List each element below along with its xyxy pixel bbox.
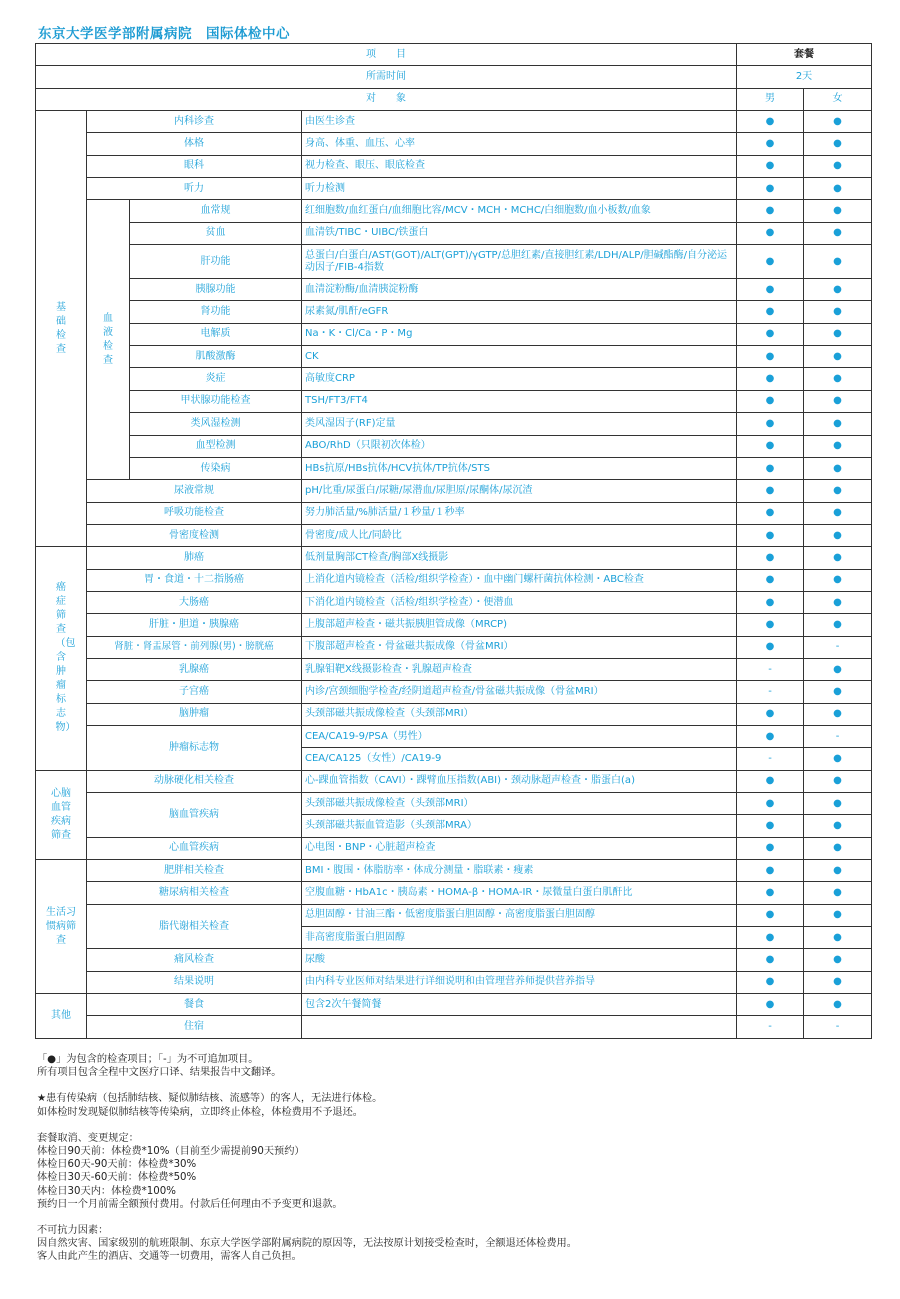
male-availability: ● bbox=[737, 547, 804, 569]
cancel-rule-2: 体检日60天-90天前：体检费*30% bbox=[37, 1159, 197, 1171]
table-row bbox=[36, 413, 872, 435]
male-availability: ● bbox=[737, 971, 804, 993]
exam-item-description: 低剂量胸部CT检查/胸部X线摄影 bbox=[302, 547, 737, 569]
female-availability: ● bbox=[804, 569, 872, 591]
exam-item-name: 类风湿检测 bbox=[130, 413, 302, 435]
female-availability: ● bbox=[804, 178, 872, 200]
exam-item-description: HBs抗原/HBs抗体/HCV抗体/TP抗体/STS bbox=[302, 457, 737, 479]
exam-item-description: 总蛋白/白蛋白/AST(GOT)/ALT(GPT)/γGTP/总胆红素/直接胆红素/LDH/ALP/胆碱酯酶/自分泌运动因子/FIB-4指数 bbox=[302, 245, 737, 279]
table-row bbox=[36, 245, 872, 279]
category-label: 癌症筛查（包含肿瘤标志物） bbox=[55, 582, 76, 734]
exam-item-name: 大肠癌 bbox=[87, 591, 302, 613]
exam-item-name: 传染病 bbox=[130, 457, 302, 479]
male-availability: ● bbox=[737, 949, 804, 971]
exam-item-description: 头颈部磁共振血管造影（头颈部MRA） bbox=[302, 815, 737, 837]
female-availability: ● bbox=[804, 524, 872, 546]
exam-item-name: 炎症 bbox=[130, 368, 302, 390]
exam-item-name: 肝脏・胆道・胰腺癌 bbox=[87, 614, 302, 636]
male-availability: ● bbox=[737, 368, 804, 390]
exam-item-description: 空腹血糖・HbA1c・胰岛素・HOMA-β・HOMA-IR・尿微量白蛋白肌酐比 bbox=[302, 882, 737, 904]
category-lifestyle bbox=[36, 860, 87, 994]
female-availability: ● bbox=[804, 155, 872, 177]
female-availability: - bbox=[804, 725, 872, 747]
female-availability: ● bbox=[804, 413, 872, 435]
exam-item-name: 血型检测 bbox=[130, 435, 302, 457]
package-header: 套餐 bbox=[737, 44, 872, 66]
page-title: 东京大学医学部附属病院 国际体检中心 bbox=[38, 26, 290, 42]
category-label: 生活习惯病筛查 bbox=[46, 906, 76, 946]
male-availability: ● bbox=[737, 927, 804, 949]
table-row bbox=[36, 133, 872, 155]
table-row bbox=[36, 770, 872, 792]
male-availability: ● bbox=[737, 591, 804, 613]
exam-item-description: CEA/CA125（女性）/CA19-9 bbox=[302, 748, 737, 770]
exam-item-name: 糖尿病相关检查 bbox=[87, 882, 302, 904]
female-availability: ● bbox=[804, 703, 872, 725]
male-availability: - bbox=[737, 658, 804, 680]
exam-item-name: 子宫癌 bbox=[87, 681, 302, 703]
exam-item-name: 尿液常规 bbox=[87, 480, 302, 502]
female-availability: ● bbox=[804, 346, 872, 368]
female-availability: ● bbox=[804, 860, 872, 882]
cancel-rule-1: 体检日90天前：体检费*10%（目前至少需提前90天预约） bbox=[37, 1146, 305, 1158]
female-availability: ● bbox=[804, 949, 872, 971]
force-majeure-title: 不可抗力因素： bbox=[37, 1225, 109, 1237]
exam-item-description: 由内科专业医师对结果进行详细说明和由管理营养师提供营养指导 bbox=[302, 971, 737, 993]
exam-item-name: 动脉硬化相关检查 bbox=[87, 770, 302, 792]
female-header: 女 bbox=[804, 88, 872, 110]
exam-item-description: CK bbox=[302, 346, 737, 368]
exam-item-name: 心血管疾病 bbox=[87, 837, 302, 859]
table-row bbox=[36, 591, 872, 613]
male-availability: - bbox=[737, 681, 804, 703]
female-availability: ● bbox=[804, 245, 872, 279]
category-other bbox=[36, 994, 87, 1039]
exam-item-description: 头颈部磁共振成像检查（头颈部MRI） bbox=[302, 793, 737, 815]
female-availability: ● bbox=[804, 681, 872, 703]
exam-item-description: 心-踝血管指数（CAVI）・踝臂血压指数(ABI)・颈动脉超声检查・脂蛋白(a) bbox=[302, 770, 737, 792]
category-cardio bbox=[36, 770, 87, 859]
table-row bbox=[36, 860, 872, 882]
table-row bbox=[36, 301, 872, 323]
exam-item-description: 骨密度/成人比/同龄比 bbox=[302, 524, 737, 546]
male-availability: ● bbox=[737, 860, 804, 882]
exam-item-description: 心电图・BNP・心脏超声检查 bbox=[302, 837, 737, 859]
male-availability: ● bbox=[737, 569, 804, 591]
table-row bbox=[36, 323, 872, 345]
female-availability: ● bbox=[804, 837, 872, 859]
male-availability: ● bbox=[737, 837, 804, 859]
table-row bbox=[36, 200, 872, 222]
male-availability: ● bbox=[737, 178, 804, 200]
female-availability: ● bbox=[804, 390, 872, 412]
table-row bbox=[36, 725, 872, 747]
exam-item-description: 尿酸 bbox=[302, 949, 737, 971]
exam-item-description: ABO/RhD（只限初次体检） bbox=[302, 435, 737, 457]
table-row bbox=[36, 949, 872, 971]
exam-item-name: 肌酸激酶 bbox=[130, 346, 302, 368]
table-row bbox=[36, 1016, 872, 1038]
category-label: 基础检查 bbox=[56, 301, 66, 355]
male-availability: ● bbox=[737, 882, 804, 904]
exam-table bbox=[35, 43, 872, 1039]
male-availability: ● bbox=[737, 413, 804, 435]
legend-note: 「●」为包含的检查项目；「-」为不可追加项目。 bbox=[37, 1054, 259, 1065]
exam-item-name: 脂代谢相关检查 bbox=[87, 904, 302, 949]
exam-item-description: 包含2次午餐简餐 bbox=[302, 994, 737, 1016]
table-row bbox=[36, 636, 872, 658]
exam-item-description: 高敏度CRP bbox=[302, 368, 737, 390]
exam-item-description: 下消化道内镜检查（活检/组织学检查）・便潜血 bbox=[302, 591, 737, 613]
table-row bbox=[36, 457, 872, 479]
exam-item-name: 乳腺癌 bbox=[87, 658, 302, 680]
table-row bbox=[36, 435, 872, 457]
exam-item-description: 总胆固醇・甘油三酯・低密度脂蛋白胆固醇・高密度脂蛋白胆固醇 bbox=[302, 904, 737, 926]
table-row bbox=[36, 155, 872, 177]
force-majeure-1: 因自然灾害、国家级别的航班限制、东京大学医学部附属病院的原因等，无法按原计划接受检查时，全额退还体检费用。 bbox=[37, 1238, 577, 1250]
male-availability: ● bbox=[737, 111, 804, 133]
male-availability: - bbox=[737, 1016, 804, 1038]
subcategory-blood bbox=[87, 200, 130, 480]
header-row-item bbox=[36, 44, 872, 66]
exam-item-name: 呼吸功能检查 bbox=[87, 502, 302, 524]
table-row bbox=[36, 390, 872, 412]
male-availability: ● bbox=[737, 301, 804, 323]
male-availability: ● bbox=[737, 133, 804, 155]
female-availability: ● bbox=[804, 133, 872, 155]
female-availability: ● bbox=[804, 435, 872, 457]
female-availability: ● bbox=[804, 502, 872, 524]
male-availability: ● bbox=[737, 815, 804, 837]
female-availability: ● bbox=[804, 457, 872, 479]
table-row bbox=[36, 658, 872, 680]
category-cancer bbox=[36, 547, 87, 770]
male-availability: ● bbox=[737, 390, 804, 412]
female-availability: ● bbox=[804, 971, 872, 993]
male-availability: ● bbox=[737, 636, 804, 658]
female-availability: ● bbox=[804, 882, 872, 904]
exam-item-name: 脑血管疾病 bbox=[87, 793, 302, 838]
male-availability: ● bbox=[737, 155, 804, 177]
female-availability: ● bbox=[804, 770, 872, 792]
male-availability: ● bbox=[737, 435, 804, 457]
exam-item-name: 听力 bbox=[87, 178, 302, 200]
infection-note-1: ★患有传染病（包括肺结核、疑似肺结核、流感等）的客人，无法进行体检。 bbox=[37, 1093, 383, 1105]
table-row bbox=[36, 614, 872, 636]
male-availability: ● bbox=[737, 703, 804, 725]
header-row-target bbox=[36, 88, 872, 110]
exam-item-name: 贫血 bbox=[130, 222, 302, 244]
male-availability: ● bbox=[737, 725, 804, 747]
exam-item-description: Na・K・Cl/Ca・P・Mg bbox=[302, 323, 737, 345]
exam-item-name: 胰腺功能 bbox=[130, 279, 302, 301]
male-availability: ● bbox=[737, 200, 804, 222]
table-row bbox=[36, 904, 872, 926]
exam-item-name: 结果说明 bbox=[87, 971, 302, 993]
exam-item-description: 听力检测 bbox=[302, 178, 737, 200]
exam-item-description bbox=[302, 1016, 737, 1038]
table-row bbox=[36, 178, 872, 200]
exam-item-description: 上消化道内镜检查（活检/组织学检查）・血中幽门螺杆菌抗体检测・ABC检查 bbox=[302, 569, 737, 591]
table-row bbox=[36, 994, 872, 1016]
exam-item-description: 努力肺活量/%肺活量/１秒量/１秒率 bbox=[302, 502, 737, 524]
male-availability: ● bbox=[737, 480, 804, 502]
male-availability: ● bbox=[737, 793, 804, 815]
female-availability: ● bbox=[804, 793, 872, 815]
male-availability: ● bbox=[737, 770, 804, 792]
female-availability: ● bbox=[804, 480, 872, 502]
cancel-title: 套餐取消、变更规定： bbox=[37, 1132, 139, 1144]
force-majeure-2: 客人由此产生的酒店、交通等一切费用，需客人自己负担。 bbox=[37, 1251, 302, 1263]
female-availability: ● bbox=[804, 927, 872, 949]
female-availability: ● bbox=[804, 904, 872, 926]
female-availability: ● bbox=[804, 748, 872, 770]
item-header: 项 目 bbox=[36, 44, 737, 66]
category-label: 心脑血管疾病筛查 bbox=[51, 787, 71, 841]
female-availability: ● bbox=[804, 323, 872, 345]
male-availability: ● bbox=[737, 524, 804, 546]
table-row bbox=[36, 703, 872, 725]
table-row bbox=[36, 793, 872, 815]
exam-item-name: 胃・食道・十二指肠癌 bbox=[87, 569, 302, 591]
exam-item-name: 肾脏・肾盂尿管・前列腺(男)・膀胱癌 bbox=[87, 636, 302, 658]
female-availability: ● bbox=[804, 279, 872, 301]
table-row bbox=[36, 502, 872, 524]
exam-item-description: BMI・腹围・体脂肪率・体成分测量・脂联素・瘦素 bbox=[302, 860, 737, 882]
exam-item-description: 非高密度脂蛋白胆固醇 bbox=[302, 927, 737, 949]
female-availability: ● bbox=[804, 301, 872, 323]
female-availability: ● bbox=[804, 200, 872, 222]
exam-item-description: 类风湿因子(RF)定量 bbox=[302, 413, 737, 435]
exam-item-name: 脑肿瘤 bbox=[87, 703, 302, 725]
exam-item-description: 尿素氮/肌酐/eGFR bbox=[302, 301, 737, 323]
exam-item-name: 餐食 bbox=[87, 994, 302, 1016]
exam-item-name: 血常规 bbox=[130, 200, 302, 222]
target-header: 对 象 bbox=[36, 88, 737, 110]
exam-item-description: 身高、体重、血压、心率 bbox=[302, 133, 737, 155]
exam-item-description: 红细胞数/血红蛋白/血细胞比容/MCV・MCH・MCHC/白细胞数/血小板数/血象 bbox=[302, 200, 737, 222]
table-row bbox=[36, 882, 872, 904]
table-row bbox=[36, 547, 872, 569]
exam-item-name: 甲状腺功能检查 bbox=[130, 390, 302, 412]
female-availability: ● bbox=[804, 658, 872, 680]
exam-item-description: TSH/FT3/FT4 bbox=[302, 390, 737, 412]
male-availability: - bbox=[737, 748, 804, 770]
translation-note: 所有项目包含全程中文医疗口译、结果报告中文翻译。 bbox=[37, 1067, 282, 1079]
male-header: 男 bbox=[737, 88, 804, 110]
category-label: 其他 bbox=[51, 1009, 71, 1021]
female-availability: ● bbox=[804, 994, 872, 1016]
exam-item-name: 肝功能 bbox=[130, 245, 302, 279]
exam-item-description: 血清淀粉酶/血清胰淀粉酶 bbox=[302, 279, 737, 301]
time-header: 所需时间 bbox=[36, 66, 737, 88]
male-availability: ● bbox=[737, 457, 804, 479]
time-value: 2天 bbox=[737, 66, 872, 88]
exam-item-description: 内诊/宫颈细胞学检查/经阴道超声检查/骨盆磁共振成像（骨盆MRI） bbox=[302, 681, 737, 703]
cancel-rule-5: 预约日一个月前需全额预付费用。付款后任何理由不予变更和退款。 bbox=[37, 1198, 343, 1210]
table-row bbox=[36, 480, 872, 502]
table-row bbox=[36, 368, 872, 390]
female-availability: ● bbox=[804, 547, 872, 569]
category-basic bbox=[36, 111, 87, 547]
male-availability: ● bbox=[737, 222, 804, 244]
exam-item-name: 眼科 bbox=[87, 155, 302, 177]
male-availability: ● bbox=[737, 346, 804, 368]
exam-item-description: 视力检查、眼压、眼底检查 bbox=[302, 155, 737, 177]
female-availability: - bbox=[804, 1016, 872, 1038]
table-row bbox=[36, 222, 872, 244]
exam-item-name: 住宿 bbox=[87, 1016, 302, 1038]
exam-item-description: CEA/CA19-9/PSA（男性） bbox=[302, 725, 737, 747]
female-availability: ● bbox=[804, 111, 872, 133]
exam-item-description: 乳腺钼靶X线摄影检查・乳腺超声检查 bbox=[302, 658, 737, 680]
male-availability: ● bbox=[737, 904, 804, 926]
male-availability: ● bbox=[737, 994, 804, 1016]
subcategory-label: 血液检查 bbox=[103, 312, 113, 366]
exam-item-name: 肺癌 bbox=[87, 547, 302, 569]
cancel-rule-3: 体检日30天-60天前：体检费*50% bbox=[37, 1172, 197, 1184]
table-row bbox=[36, 279, 872, 301]
male-availability: ● bbox=[737, 279, 804, 301]
table-row bbox=[36, 111, 872, 133]
female-availability: ● bbox=[804, 222, 872, 244]
exam-item-description: 头颈部磁共振成像检查（头颈部MRI） bbox=[302, 703, 737, 725]
exam-item-name: 内科诊查 bbox=[87, 111, 302, 133]
female-availability: - bbox=[804, 636, 872, 658]
exam-item-description: 上腹部超声检查・磁共振胰胆管成像（MRCP) bbox=[302, 614, 737, 636]
exam-item-name: 肿瘤标志物 bbox=[87, 725, 302, 770]
exam-item-name: 肾功能 bbox=[130, 301, 302, 323]
exam-item-description: 由医生诊查 bbox=[302, 111, 737, 133]
table-row bbox=[36, 569, 872, 591]
exam-item-name: 体格 bbox=[87, 133, 302, 155]
male-availability: ● bbox=[737, 323, 804, 345]
female-availability: ● bbox=[804, 591, 872, 613]
female-availability: ● bbox=[804, 368, 872, 390]
table-row bbox=[36, 524, 872, 546]
header-row-time bbox=[36, 66, 872, 88]
table-row bbox=[36, 681, 872, 703]
exam-item-description: pH/比重/尿蛋白/尿糖/尿潜血/尿胆原/尿酮体/尿沉渣 bbox=[302, 480, 737, 502]
exam-item-description: 下腹部超声检查・骨盆磁共振成像（骨盆MRI） bbox=[302, 636, 737, 658]
exam-item-name: 肥胖相关检查 bbox=[87, 860, 302, 882]
infection-note-2: 如体检时发现疑似肺结核等传染病，立即终止体检，体检费用不予退还。 bbox=[37, 1106, 363, 1118]
notes-section bbox=[37, 1053, 867, 1264]
table-row bbox=[36, 971, 872, 993]
exam-item-description: 血清铁/TIBC・UIBC/铁蛋白 bbox=[302, 222, 737, 244]
female-availability: ● bbox=[804, 815, 872, 837]
male-availability: ● bbox=[737, 245, 804, 279]
table-row bbox=[36, 346, 872, 368]
exam-item-name: 电解质 bbox=[130, 323, 302, 345]
male-availability: ● bbox=[737, 614, 804, 636]
exam-item-name: 痛风检查 bbox=[87, 949, 302, 971]
female-availability: ● bbox=[804, 614, 872, 636]
male-availability: ● bbox=[737, 502, 804, 524]
exam-item-name: 骨密度检测 bbox=[87, 524, 302, 546]
cancel-rule-4: 体检日30天内：体检费*100% bbox=[37, 1185, 176, 1197]
table-row bbox=[36, 837, 872, 859]
